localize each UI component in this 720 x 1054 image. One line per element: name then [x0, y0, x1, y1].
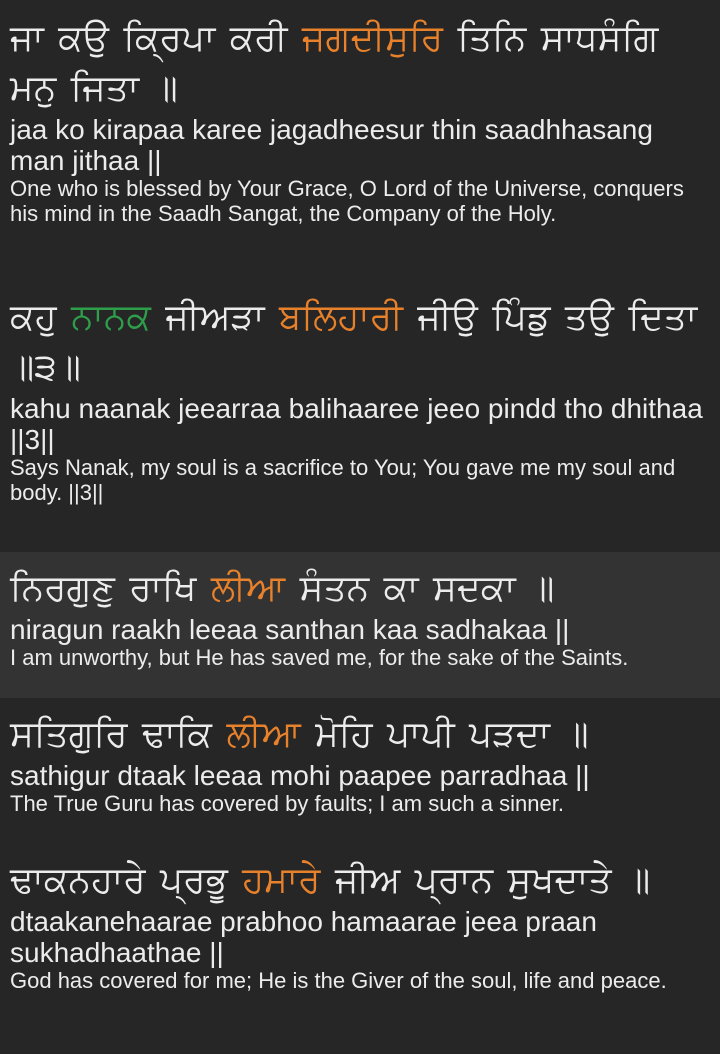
gurmukhi-line	[10, 856, 710, 906]
gurmukhi-word: ਢਾਕਿ	[142, 714, 212, 755]
english-translation: I am unworthy, but He has saved me, for the sake of the Saints.	[10, 645, 629, 670]
verse-2[interactable]	[0, 281, 720, 552]
gurmukhi-word: ਸਦਕਾ	[432, 568, 516, 609]
gurmukhi-word: ਢਾਕਨਹਾਰੇ	[10, 860, 146, 901]
gurmukhi-word: ਸੁਖਦਾਤੇ	[507, 860, 612, 901]
gurmukhi-word: ॥	[153, 68, 178, 109]
gurmukhi-word: ਕਉ	[58, 18, 109, 59]
transliteration-line: niragun raakh leeaa santhan kaa sadhakaa ||	[10, 614, 570, 645]
gurmukhi-word: ਲੀਆ	[226, 714, 301, 755]
gurmukhi-word: ਨਿਰਗੁਣੁ	[10, 568, 115, 609]
transliteration-line: sathigur dtaak leeaa mohi paapee parradhaa ||	[10, 760, 590, 791]
verse-3[interactable]	[0, 552, 720, 698]
transliteration-line: jaa ko kirapaa karee jagadheesur thin saadhhasang man jithaa ||	[10, 114, 653, 176]
gurmukhi-word: ਪ੍ਰਾਨ	[414, 860, 494, 901]
gurmukhi-word: ਪਿੰਡੁ	[492, 297, 551, 338]
gurmukhi-line	[10, 564, 710, 614]
gurmukhi-word: ਪਾਪੀ	[387, 714, 455, 755]
gurmukhi-word: ਹਮਾਰੇ	[242, 860, 321, 901]
gurmukhi-word: ॥੩॥	[10, 347, 81, 388]
gurmukhi-word: ਦਿਤਾ	[628, 297, 698, 338]
gurmukhi-word: ਪੜਦਾ	[469, 714, 550, 755]
english-translation: God has covered for me; He is the Giver of the soul, life and peace.	[10, 968, 667, 993]
gurmukhi-word: ਕ੍ਰਿਪਾ	[123, 18, 216, 59]
transliteration-line: dtaakanehaarae prabhoo hamaarae jeea praan sukhadhaathae ||	[10, 906, 597, 968]
english-translation: The True Guru has covered by faults; I am such a sinner.	[10, 791, 564, 816]
gurmukhi-word: ॥	[530, 568, 555, 609]
gurmukhi-word: ਪ੍ਰਭੂ	[160, 860, 228, 901]
gurmukhi-word: ਨਾਨਕ	[71, 297, 151, 338]
verse-4[interactable]	[0, 698, 720, 848]
gurmukhi-word: ॥	[564, 714, 589, 755]
gurmukhi-line	[10, 293, 710, 393]
english-translation: Says Nanak, my soul is a sacrifice to You; You gave me my soul and body. ||3||	[10, 455, 676, 505]
transliteration-line: kahu naanak jeearraa balihaaree jeeo pindd tho dhithaa ||3||	[10, 393, 703, 455]
gurmukhi-word: ਜਗਦੀਸੁਰਿ	[301, 18, 444, 59]
gurmukhi-word: ਬਲਿਹਾਰੀ	[278, 297, 403, 338]
gurmukhi-word: ਤਿਨਿ	[457, 18, 527, 59]
gurmukhi-word: ਜੀਅੜਾ	[165, 297, 265, 338]
gurmukhi-word: ਕਹੁ	[10, 297, 57, 338]
gurmukhi-word: ਮਨੁ	[10, 68, 57, 109]
gurmukhi-word: ॥	[625, 860, 651, 901]
gurmukhi-word: ਜਾ	[10, 18, 44, 59]
gurmukhi-word: ਮੋਹਿ	[315, 714, 373, 755]
gurmukhi-line	[10, 710, 710, 760]
gurmukhi-word: ਸਾਧਸੰਗਿ	[540, 18, 659, 59]
gurmukhi-word: ਜੀਅ	[334, 860, 401, 901]
gurmukhi-word: ਕਾ	[383, 568, 419, 609]
verse-5[interactable]	[0, 848, 720, 1054]
verse-1[interactable]	[0, 0, 720, 281]
english-translation: One who is blessed by Your Grace, O Lord of the Universe, conquers his mind in the Saadh Sangat, the Company of the Holy.	[10, 176, 684, 226]
gurmukhi-word: ਸਤਿਗੁਰਿ	[10, 714, 128, 755]
gurmukhi-word: ਲੀਆ	[210, 568, 286, 609]
gurmukhi-word: ਕਰੀ	[229, 18, 288, 59]
gurmukhi-word: ਸੰਤਨ	[299, 568, 370, 609]
gurmukhi-word: ਰਾਖਿ	[129, 568, 197, 609]
gurmukhi-line	[10, 14, 710, 114]
gurmukhi-word: ਜੀਉ	[417, 297, 478, 338]
gurmukhi-word: ਜਿਤਾ	[70, 68, 140, 109]
gurmukhi-word: ਤਉ	[564, 297, 614, 338]
